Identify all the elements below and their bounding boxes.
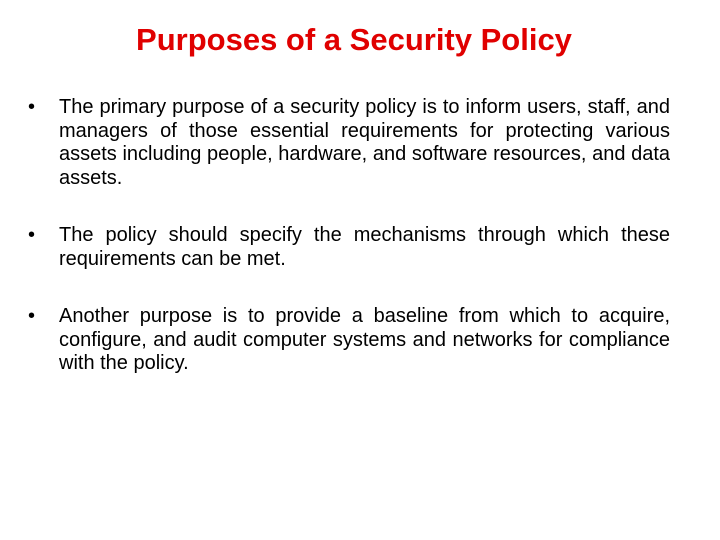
bullet-text-1: The primary purpose of a security policy is to inform users, staff, and managers of those essential requirements for protecting various assets including people, hardware, and software resources, and data assets. [59,96,670,189]
bullet-text-2: The policy should specify the mechanisms through which these requirements can be met. [59,224,670,270]
bullet-dot-icon: • [28,96,36,118]
slide-title: Purposes of a Security Policy [136,22,572,57]
bullet-dot-icon: • [28,305,36,327]
bullet-item-1 [28,96,670,190]
bullet-item-3 [28,305,670,376]
bullet-list [28,96,670,376]
bullet-item-2 [28,224,670,271]
bullet-dot-icon: • [28,224,36,246]
bullet-text-3: Another purpose is to provide a baseline from which to acquire, configure, and audit computer systems and networks for compliance with the policy. [59,305,670,374]
